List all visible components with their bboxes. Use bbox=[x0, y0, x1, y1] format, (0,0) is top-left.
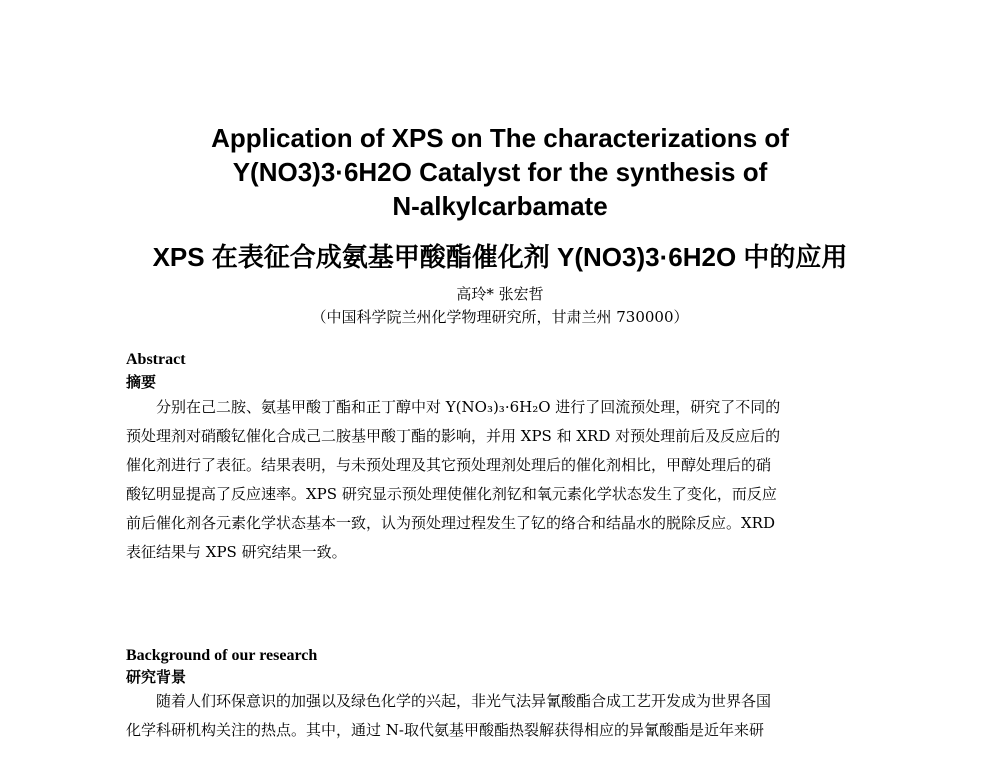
background-line: 化学科研机构关注的热点。其中，通过 N-取代氨基甲酸酯热裂解获得相应的异氰酸酯是近年来研 bbox=[126, 721, 764, 739]
abstract-line: 预处理剂对硝酸钇催化合成己二胺基甲酸丁酯的影响，并用 XPS 和 XRD 对预处理前后及反应后的 bbox=[126, 427, 781, 445]
english-title-line: Y(NO3)3·6H2O Catalyst for the synthesis of bbox=[232, 157, 768, 187]
abstract-line: 分别在己二胺、氨基甲酸丁酯和正丁醇中对 Y(NO₃)₃·6H₂O 进行了回流预处理，研究了不同的 bbox=[156, 398, 781, 416]
english-title-line: Application of XPS on The characterizations of bbox=[211, 123, 789, 153]
background-line: 随着人们环保意识的加强以及绿色化学的兴起，非光气法异氰酸酯合成工艺开发成为世界各国 bbox=[156, 692, 772, 710]
background-heading-en: Background of our research bbox=[126, 647, 318, 664]
english-title bbox=[100, 121, 900, 223]
background-heading-zh: 研究背景 bbox=[126, 668, 187, 686]
abstract-line: 酸钇明显提高了反应速率。XPS 研究显示预处理使催化剂钇和氧元素化学状态发生了变化，而反应 bbox=[126, 485, 777, 503]
abstract-line: 催化剂进行了表征。结果表明，与未预处理及其它预处理剂处理后的催化剂相比，甲醇处理后的硝 bbox=[126, 456, 772, 474]
affiliation: （中国科学院兰州化学物理研究所，甘肃兰州 730000） bbox=[311, 308, 689, 326]
abstract-heading-zh: 摘要 bbox=[126, 373, 157, 391]
background-body bbox=[126, 687, 886, 745]
authors: 高玲* 张宏哲 bbox=[456, 285, 544, 303]
abstract-line: 前后催化剂各元素化学状态基本一致，认为预处理过程发生了钇的络合和结晶水的脱除反应。XRD bbox=[126, 514, 776, 532]
abstract-line: 表征结果与 XPS 研究结果一致。 bbox=[126, 543, 347, 561]
english-title-line: N-alkylcarbamate bbox=[392, 191, 608, 221]
abstract-body bbox=[126, 393, 886, 567]
chinese-title: XPS 在表征合成氨基甲酸酯催化剂 Y(NO3)3·6H2O 中的应用 bbox=[152, 242, 848, 272]
abstract-heading-en: Abstract bbox=[126, 351, 186, 368]
